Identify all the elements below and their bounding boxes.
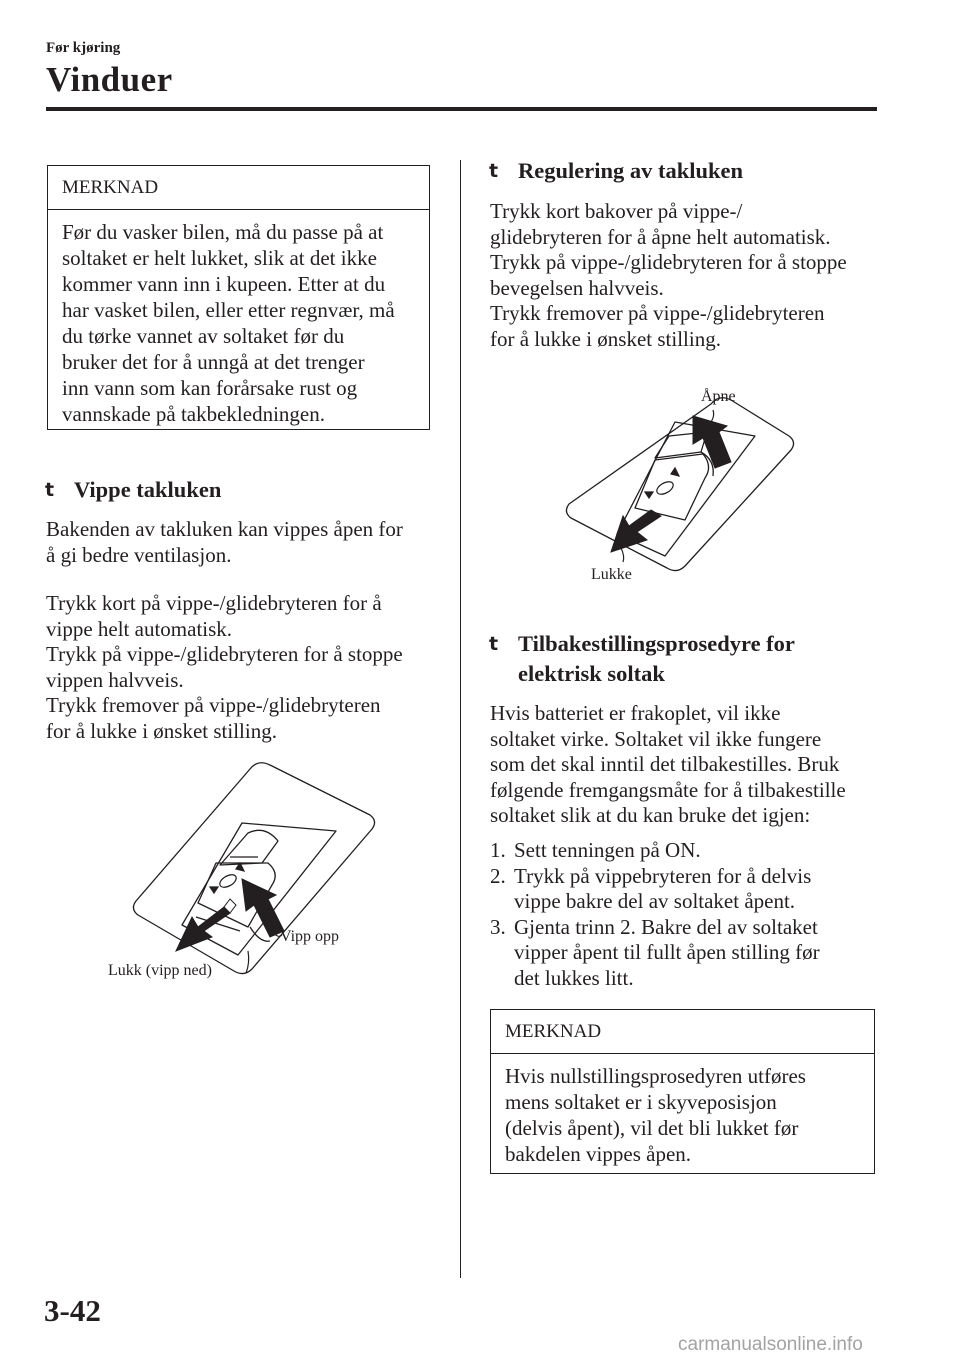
slide-switch-figure <box>555 380 805 590</box>
tilt-switch-illustration <box>100 755 400 995</box>
note-box-reset <box>490 1009 875 1174</box>
bullet-icon: t <box>489 160 499 182</box>
note-box-wash <box>47 165 430 430</box>
bullet-icon: t <box>45 479 55 501</box>
bullet-icon: t <box>489 633 499 655</box>
note-body: Hvis nullstillingsprosedyren utføres mens soltaket er i skyveposisjon (delvis åpent), vil det bli lukket før bakdelen vippes åpen. <box>505 1064 806 1166</box>
note-heading: MERKNAD <box>491 1010 874 1054</box>
page-number: 3-42 <box>44 1293 101 1328</box>
label-close: Lukke <box>591 566 632 583</box>
reset-steps <box>490 838 820 991</box>
slide-switch-illustration <box>555 380 805 590</box>
step-item: 1. Sett tenningen på ON. <box>490 838 701 862</box>
label-open: Åpne <box>701 388 736 405</box>
page-title: Vinduer <box>46 60 173 99</box>
heading-text-line1: Tilbakestillingsprosedyre for <box>518 631 795 656</box>
watermark: carmanualsonline.info <box>678 1334 863 1355</box>
step-item: 2. Trykk på vippebryteren for å delvis vippe bakre del av soltaket åpent. <box>490 863 812 913</box>
label-tilt-up: Vipp opp <box>280 928 340 945</box>
title-rule <box>46 107 877 111</box>
section-kicker: Før kjøring <box>46 40 121 56</box>
column-divider <box>460 160 461 1278</box>
tilt-switch-figure <box>100 755 400 995</box>
tilt-intro: Bakenden av takluken kan vippes åpen for å gi bedre ventilasjon. <box>46 517 403 567</box>
reset-intro: Hvis batteriet er frakoplet, vil ikke soltaket virke. Soltaket vil ikke fungere som det skal inntil det tilbakestilles. Bruk følgende fremgangsmåte for å tilbakestille soltaket slik at du kan bruke det igjen: <box>490 701 846 827</box>
step-item: 3. Gjenta trinn 2. Bakre del av soltaket vipper åpent til fullt åpen stilling før det lukkes litt. <box>490 914 820 990</box>
note-heading: MERKNAD <box>48 166 429 210</box>
note-body: Før du vasker bilen, må du passe på at soltaket er helt lukket, slik at det ikke kommer vann inn i kupeen. Etter at du har vasket bilen, eller etter regnvær, må du tørke vannet av soltaket før du bruker det for å unngå at det trenger inn vann som kan forårsake rust og vannskade på takbekledningen. <box>62 220 395 426</box>
slide-instructions: Trykk kort bakover på vippe-/ glidebryteren for å åpne helt automatisk. Trykk på vippe-/glidebryteren for å stoppe bevegelsen halvveis. Trykk fremover på vippe-/glidebryteren for å lukke i ønsket stilling. <box>490 199 847 351</box>
tilt-instructions: Trykk kort på vippe-/glidebryteren for å vippe helt automatisk. Trykk på vippe-/glidebryteren for å stoppe vippen halvveis. Trykk fremover på vippe-/glidebryteren for å lukke i ønsket stilling. <box>46 591 403 743</box>
label-tilt-down: Lukk (vipp ned) <box>108 962 212 979</box>
heading-text: Regulering av takluken <box>518 158 744 183</box>
heading-text: Vippe takluken <box>74 477 222 502</box>
heading-text-line2: elektrisk soltak <box>518 661 665 686</box>
